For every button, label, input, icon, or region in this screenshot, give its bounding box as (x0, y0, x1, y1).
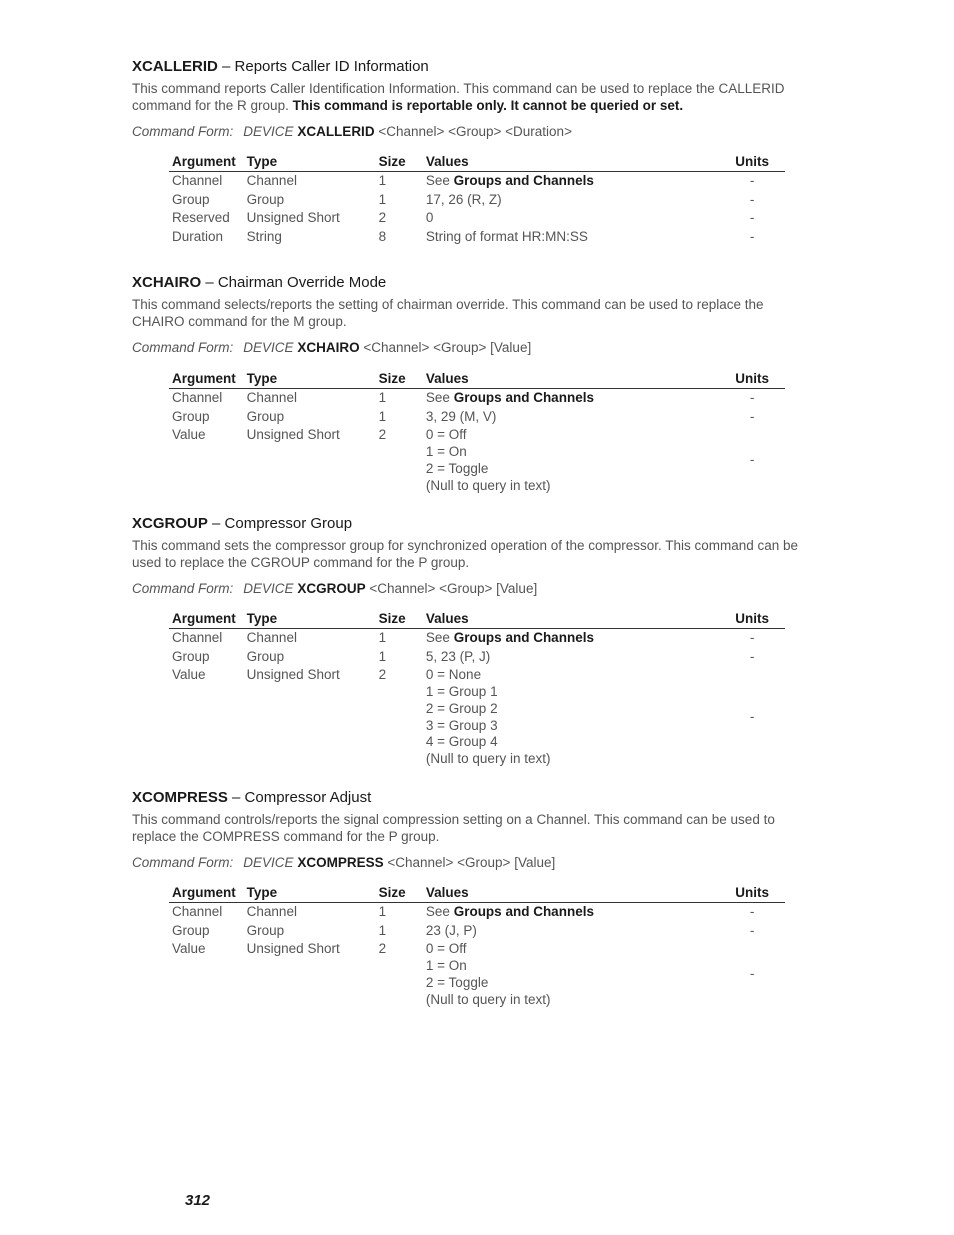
command-args: <Channel> <Group> <Duration> (374, 124, 572, 139)
cell-values (423, 666, 716, 768)
command-title: – Chairman Override Mode (201, 274, 387, 291)
cell-type: Group (246, 408, 285, 424)
cell-size: 2 (378, 941, 387, 957)
command-section-xchairo (132, 274, 812, 356)
argument-table (169, 370, 785, 495)
command-section-xcompress (132, 789, 812, 871)
cell-size: 2 (378, 427, 387, 443)
cell-values (423, 389, 716, 408)
value-line: 5, 23 (P, J) (425, 648, 491, 664)
column-header-argument: Argument (169, 884, 244, 903)
column-header-argument: Argument (169, 370, 244, 389)
cell-argument: Group (172, 922, 210, 938)
cell-values (423, 172, 716, 191)
table-row (169, 426, 785, 495)
cell-values (423, 903, 716, 922)
command-name: XCGROUP (132, 515, 208, 532)
column-header-size: Size (376, 884, 423, 903)
cell-values (423, 191, 716, 210)
command-form-label: Command Form: (132, 124, 234, 139)
command-heading (132, 58, 812, 76)
table-row (169, 172, 785, 191)
cell-units: - (749, 173, 755, 188)
cell-size: 1 (378, 648, 387, 664)
command-form-name: XCALLERID (297, 124, 375, 139)
command-form-name: XCOMPRESS (297, 855, 384, 870)
cell-units: - (749, 408, 755, 424)
value-line: 0 = None (425, 667, 482, 683)
table-header-row (169, 884, 785, 903)
command-form-label: Command Form: (132, 581, 234, 596)
cell-argument: Channel (172, 390, 223, 405)
column-header-values: Values (423, 153, 716, 172)
column-header-size: Size (376, 370, 423, 389)
cell-size: 1 (378, 922, 387, 938)
column-header-argument: Argument (169, 610, 244, 629)
cell-size: 1 (378, 904, 387, 919)
cell-units: - (749, 229, 755, 245)
cell-size: 2 (378, 210, 387, 226)
cell-type: Group (246, 648, 285, 664)
value-line: 0 (425, 210, 434, 226)
cell-units: - (749, 922, 755, 938)
command-description: This command controls/reports the signal compression setting on a Channel. This command can be used to replace the COMPRESS command for the P group. (132, 812, 775, 844)
table-row (169, 648, 785, 667)
cell-values (423, 209, 716, 228)
table-header-row (169, 370, 785, 389)
value-line: 17, 26 (R, Z) (425, 191, 502, 207)
column-header-units: Units (716, 370, 785, 389)
value-line: 3, 29 (M, V) (425, 408, 497, 424)
column-header-type: Type (244, 153, 376, 172)
command-device: DEVICE (243, 124, 294, 139)
table-row (169, 209, 785, 228)
cell-argument: Value (172, 941, 206, 957)
cell-units: - (749, 904, 755, 919)
command-form (132, 854, 812, 871)
cell-values (423, 940, 716, 1009)
value-line: 1 = On (425, 444, 467, 460)
command-device: DEVICE (243, 340, 294, 355)
command-device: DEVICE (243, 581, 294, 596)
cell-argument: Group (172, 648, 210, 664)
command-form (132, 580, 812, 597)
cell-type: String (246, 229, 282, 245)
value-line: 1 = Group 1 (425, 684, 498, 700)
command-args: <Channel> <Group> [Value] (359, 340, 532, 355)
table-row (169, 940, 785, 1009)
cell-type: Unsigned Short (246, 210, 340, 226)
cell-values (423, 648, 716, 667)
cell-size: 2 (378, 667, 387, 683)
cell-argument: Duration (172, 229, 224, 245)
cell-type: Group (246, 191, 285, 207)
value-line: 1 = On (425, 958, 467, 974)
command-form (132, 123, 812, 140)
table-header-row (169, 610, 785, 629)
command-section-xcgroup (132, 515, 812, 597)
value-line: (Null to query in text) (425, 991, 551, 1007)
cell-values (423, 629, 716, 648)
cross-reference: Groups and Channels (453, 173, 594, 188)
command-args: <Channel> <Group> [Value] (383, 855, 556, 870)
cell-units: - (749, 191, 755, 207)
column-header-units: Units (716, 610, 785, 629)
command-form-label: Command Form: (132, 855, 234, 870)
cell-argument: Group (172, 408, 210, 424)
argument-table (169, 610, 785, 769)
column-header-argument: Argument (169, 153, 244, 172)
value-line: (Null to query in text) (425, 477, 551, 493)
value-line: 3 = Group 3 (425, 717, 498, 733)
table-header-row (169, 153, 785, 172)
column-header-values: Values (423, 884, 716, 903)
column-header-type: Type (244, 884, 376, 903)
cell-argument: Value (172, 427, 206, 443)
command-args: <Channel> <Group> [Value] (365, 581, 538, 596)
column-header-values: Values (423, 610, 716, 629)
value-line: See Groups and Channels (425, 173, 594, 188)
table-row (169, 408, 785, 427)
cell-values (423, 426, 716, 495)
table-row (169, 228, 785, 247)
value-line: 4 = Group 4 (425, 734, 498, 750)
command-form-name: XCHAIRO (297, 340, 360, 355)
table-row (169, 629, 785, 648)
argument-table (169, 884, 785, 1009)
cell-units: - (749, 966, 755, 982)
column-header-size: Size (376, 610, 423, 629)
command-heading (132, 515, 812, 533)
cell-type: Channel (246, 173, 297, 188)
cell-values (423, 228, 716, 247)
value-line: See Groups and Channels (425, 630, 594, 645)
cell-type: Channel (246, 904, 297, 919)
column-header-type: Type (244, 370, 376, 389)
cell-type: Unsigned Short (246, 427, 340, 443)
value-line: 0 = Off (425, 427, 467, 443)
cell-type: Channel (246, 390, 297, 405)
cross-reference: Groups and Channels (453, 630, 594, 645)
command-form-name: XCGROUP (297, 581, 366, 596)
cell-size: 1 (378, 173, 387, 188)
value-line: See Groups and Channels (425, 904, 594, 919)
cell-argument: Channel (172, 904, 223, 919)
value-line: String of format HR:MN:SS (425, 229, 588, 245)
command-heading (132, 789, 812, 807)
command-title: – Reports Caller ID Information (217, 58, 429, 75)
table-row (169, 922, 785, 941)
command-name: XCALLERID (132, 58, 218, 75)
cell-type: Channel (246, 630, 297, 645)
page-number: 312 (185, 1192, 211, 1209)
cell-units: - (749, 210, 755, 226)
command-description: This command selects/reports the setting of chairman override. This command can be used to replace the CHAIRO command for the M group. (132, 297, 764, 329)
cell-argument: Reserved (172, 210, 230, 226)
cell-type: Group (246, 922, 285, 938)
command-form (132, 339, 812, 356)
command-form-label: Command Form: (132, 340, 234, 355)
column-header-values: Values (423, 370, 716, 389)
cell-argument: Value (172, 667, 206, 683)
table-row (169, 666, 785, 768)
cell-values (423, 408, 716, 427)
value-line: 2 = Group 2 (425, 700, 498, 716)
table-row (169, 191, 785, 210)
value-line: (Null to query in text) (425, 750, 551, 766)
table-row (169, 389, 785, 408)
cross-reference: Groups and Channels (453, 904, 594, 919)
table-row (169, 903, 785, 922)
cell-size: 1 (378, 390, 387, 405)
cell-type: Unsigned Short (246, 667, 340, 683)
cell-values (423, 922, 716, 941)
cell-units: - (749, 648, 755, 664)
column-header-type: Type (244, 610, 376, 629)
cell-units: - (749, 630, 755, 645)
cell-type: Unsigned Short (246, 941, 340, 957)
description-note: This command is reportable only. It cannot be queried or set. (292, 98, 684, 113)
cell-argument: Group (172, 191, 210, 207)
command-name: XCOMPRESS (132, 789, 228, 806)
command-description: This command reports Caller Identification Information. This command can be used to replace the CALLERID command for the R group. This command is reportable only. It cannot be queried or set. (132, 81, 785, 113)
cross-reference: Groups and Channels (453, 390, 594, 405)
cell-argument: Channel (172, 630, 223, 645)
value-line: 2 = Toggle (425, 974, 489, 990)
cell-units: - (749, 709, 755, 725)
command-section-xcallerid (132, 58, 812, 140)
command-name: XCHAIRO (132, 274, 202, 291)
value-line: 2 = Toggle (425, 460, 489, 476)
command-device: DEVICE (243, 855, 294, 870)
command-description: This command sets the compressor group for synchronized operation of the compressor. This command can be used to replace the CGROUP command for the P group. (132, 538, 799, 570)
column-header-units: Units (716, 884, 785, 903)
value-line: See Groups and Channels (425, 390, 594, 405)
argument-table (169, 153, 785, 247)
column-header-size: Size (376, 153, 423, 172)
cell-argument: Channel (172, 173, 223, 188)
cell-size: 1 (378, 630, 387, 645)
command-title: – Compressor Adjust (227, 789, 372, 806)
value-line: 23 (J, P) (425, 922, 477, 938)
cell-size: 1 (378, 191, 387, 207)
cell-size: 8 (378, 229, 387, 245)
command-title: – Compressor Group (207, 515, 353, 532)
cell-size: 1 (378, 408, 387, 424)
cell-units: - (749, 390, 755, 405)
command-heading (132, 274, 812, 292)
column-header-units: Units (716, 153, 785, 172)
cell-units: - (749, 452, 755, 468)
value-line: 0 = Off (425, 941, 467, 957)
